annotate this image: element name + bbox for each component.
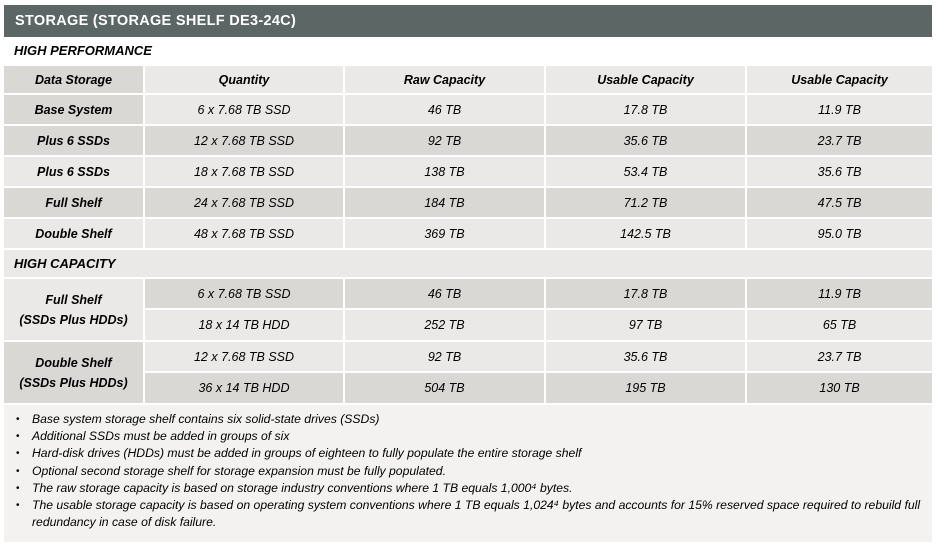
table-row [4, 279, 932, 310]
footnote-item: • The usable storage capacity is based on operating system conventions where 1 TB equals 1,024⁴ bytes and accounts for 15% reserved space required to rebuild full redundancy in case of disk failure. [32, 497, 932, 531]
cell-raw: 369 TB [345, 219, 546, 250]
footnotes [4, 405, 932, 542]
row-label: Plus 6 SSDs [4, 157, 145, 188]
footnote-item: • Optional second storage shelf for storage expansion must be fully populated. [32, 463, 932, 480]
row-label-line: (SSDs Plus HDDs) [19, 312, 128, 327]
cell-usable: 17.8 TB [546, 279, 747, 310]
footnote-item: • Additional SSDs must be added in groups of six [32, 428, 932, 445]
table-row [4, 342, 932, 373]
cell-raw: 184 TB [345, 188, 546, 219]
column-header: Raw Capacity [345, 66, 546, 95]
row-label: Double Shelf [4, 219, 145, 250]
cell-usable: 195 TB [546, 373, 747, 405]
cell-usable: 142.5 TB [546, 219, 747, 250]
cell-quantity: 12 x 7.68 TB SSD [145, 342, 345, 373]
cell-quantity: 24 x 7.68 TB SSD [145, 188, 345, 219]
page-title: STORAGE (STORAGE SHELF DE3-24C) [4, 5, 932, 37]
storage-spec-sheet [4, 5, 932, 542]
section-label: HIGH CAPACITY [4, 250, 932, 279]
cell-usable: 97 TB [546, 310, 747, 342]
column-header: Usable Capacity [546, 66, 747, 95]
row-label: Full Shelf [4, 188, 145, 219]
row-label [4, 342, 145, 405]
cell-usable: 71.2 TB [546, 188, 747, 219]
cell-quantity: 36 x 14 TB HDD [145, 373, 345, 405]
cell-usable: 35.6 TB [546, 126, 747, 157]
cell-raw: 92 TB [345, 342, 546, 373]
row-label: Plus 6 SSDs [4, 126, 145, 157]
table-row [4, 126, 932, 157]
cell-usable: 95.0 TB [747, 219, 932, 250]
cell-usable: 11.9 TB [747, 95, 932, 126]
table-row [4, 95, 932, 126]
cell-usable: 53.4 TB [546, 157, 747, 188]
cell-quantity: 12 x 7.68 TB SSD [145, 126, 345, 157]
cell-raw: 46 TB [345, 279, 546, 310]
column-header: Data Storage [4, 66, 145, 95]
cell-usable: 35.6 TB [546, 342, 747, 373]
row-label-line: Double Shelf [35, 355, 112, 370]
cell-raw: 252 TB [345, 310, 546, 342]
cell-raw: 92 TB [345, 126, 546, 157]
row-label: Base System [4, 95, 145, 126]
footnote-item: • Base system storage shelf contains six solid-state drives (SSDs) [32, 411, 932, 428]
cell-raw: 46 TB [345, 95, 546, 126]
column-header: Quantity [145, 66, 345, 95]
footnote-item: • Hard-disk drives (HDDs) must be added in groups of eighteen to fully populate the entire storage shelf [32, 445, 932, 462]
cell-quantity: 6 x 7.68 TB SSD [145, 95, 345, 126]
table-header-row [4, 66, 932, 95]
section-label: HIGH PERFORMANCE [4, 37, 932, 66]
cell-usable: 11.9 TB [747, 279, 932, 310]
cell-quantity: 18 x 14 TB HDD [145, 310, 345, 342]
footnote-item: • The raw storage capacity is based on storage industry conventions where 1 TB equals 1,000⁴ bytes. [32, 480, 932, 497]
cell-usable: 65 TB [747, 310, 932, 342]
section-high-capacity [4, 250, 932, 279]
cell-usable: 23.7 TB [747, 126, 932, 157]
cell-usable: 23.7 TB [747, 342, 932, 373]
section-high-performance [4, 37, 932, 66]
row-label-line: Full Shelf [45, 292, 102, 307]
cell-usable: 130 TB [747, 373, 932, 405]
table-row [4, 188, 932, 219]
cell-usable: 35.6 TB [747, 157, 932, 188]
row-label [4, 279, 145, 342]
column-header: Usable Capacity [747, 66, 932, 95]
table-row [4, 219, 932, 250]
cell-raw: 504 TB [345, 373, 546, 405]
cell-quantity: 18 x 7.68 TB SSD [145, 157, 345, 188]
cell-usable: 47.5 TB [747, 188, 932, 219]
cell-usable: 17.8 TB [546, 95, 747, 126]
cell-quantity: 6 x 7.68 TB SSD [145, 279, 345, 310]
row-label-line: (SSDs Plus HDDs) [19, 375, 128, 390]
footnote-list [16, 411, 932, 531]
cell-raw: 138 TB [345, 157, 546, 188]
table-row [4, 157, 932, 188]
storage-table [4, 37, 932, 405]
cell-quantity: 48 x 7.68 TB SSD [145, 219, 345, 250]
